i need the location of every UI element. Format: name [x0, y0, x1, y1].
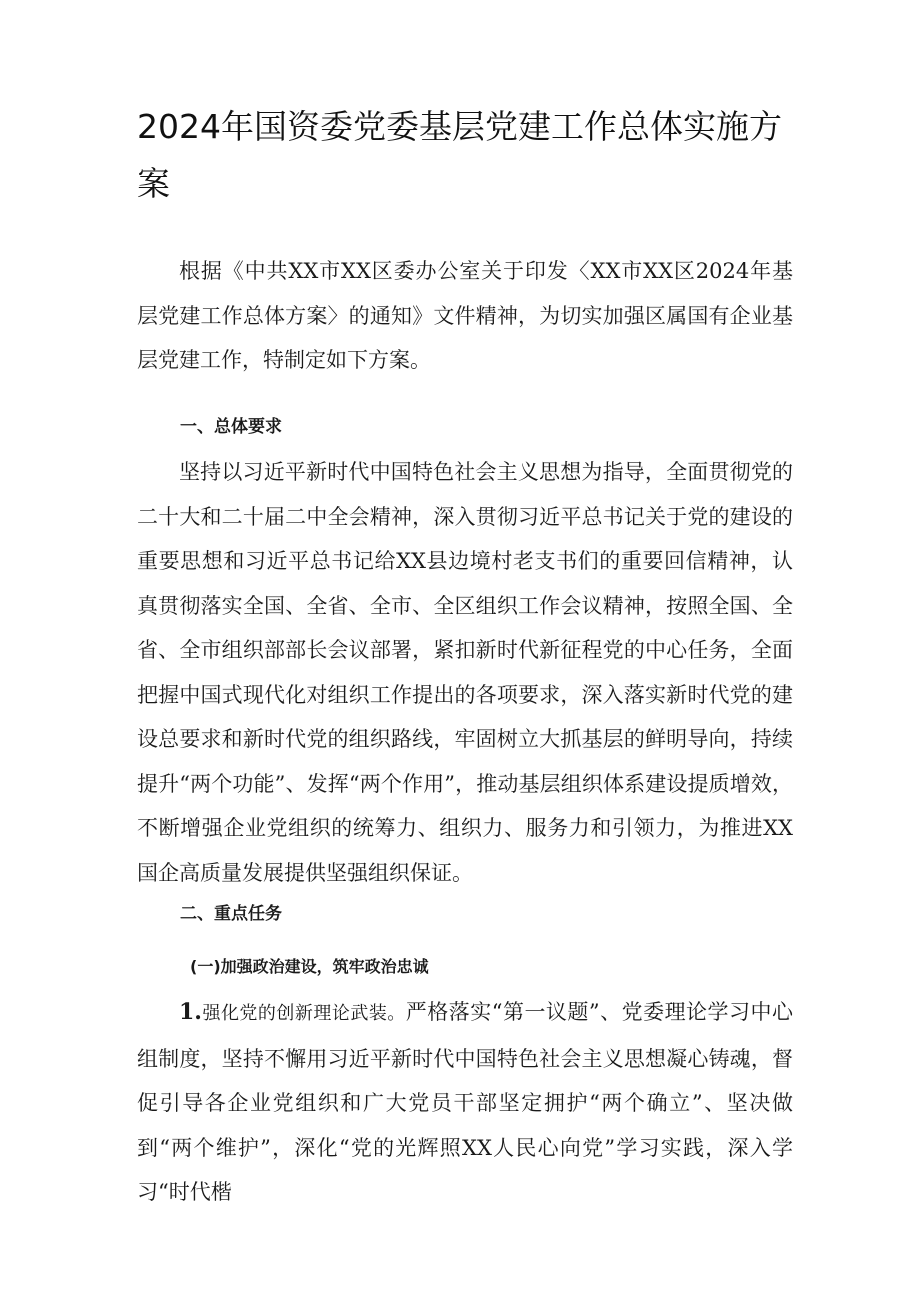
task-item-1-paragraph	[137, 990, 793, 1215]
subsection-heading-political-construction: (一)加强政治建设，筑牢政治忠诚	[190, 957, 429, 976]
task-item-number: 1.	[179, 999, 202, 1025]
task-item-lead: 强化党的创新理论武装。	[201, 1003, 406, 1024]
task-item-body: 严格落实“第一议题”、党委理论学习中心组制度，坚持不懈用习近平新时代中国特色社会主义思想凝心铸魂，督促引导各企业党组织和广大党员干部坚定拥护“两个确立”、坚决做到“两个维护”，深化“党的光辉照XX人民心向党”学习实践，深入学习“时代楷	[137, 1000, 793, 1204]
general-requirements-paragraph: 坚持以习近平新时代中国特色社会主义思想为指导，全面贯彻党的二十大和二十届二中全会精神，深入贯彻习近平总书记关于党的建设的重要思想和习近平总书记给XX县边境村老支书们的重要回信精神，认真贯彻落实全国、全省、全市、全区组织工作会议精神，按照全国、全省、全市组织部部长会议部署，紧扣新时代新征程党的中心任务，全面把握中国式现代化对组织工作提出的各项要求，深入落实新时代党的建设总要求和新时代党的组织路线，牢固树立大抓基层的鲜明导向，持续提升“两个功能”、发挥“两个作用”，推动基层组织体系建设提质增效，不断增强企业党组织的统筹力、组织力、服务力和引领力，为推进XX国企高质量发展提供坚强组织保证。	[137, 460, 793, 885]
intro-paragraph: 根据《中共XX市XX区委办公室关于印发〈XX市XX区2024年基层党建工作总体方案〉的通知》文件精神，为切实加强区属国有企业基层党建工作，特制定如下方案。	[137, 259, 793, 372]
document-title: 2024年国资委党委基层党建工作总体实施方案	[137, 107, 782, 203]
section-heading-key-tasks: 二、重点任务	[180, 904, 282, 924]
section-heading-general-requirements: 一、总体要求	[180, 417, 282, 437]
